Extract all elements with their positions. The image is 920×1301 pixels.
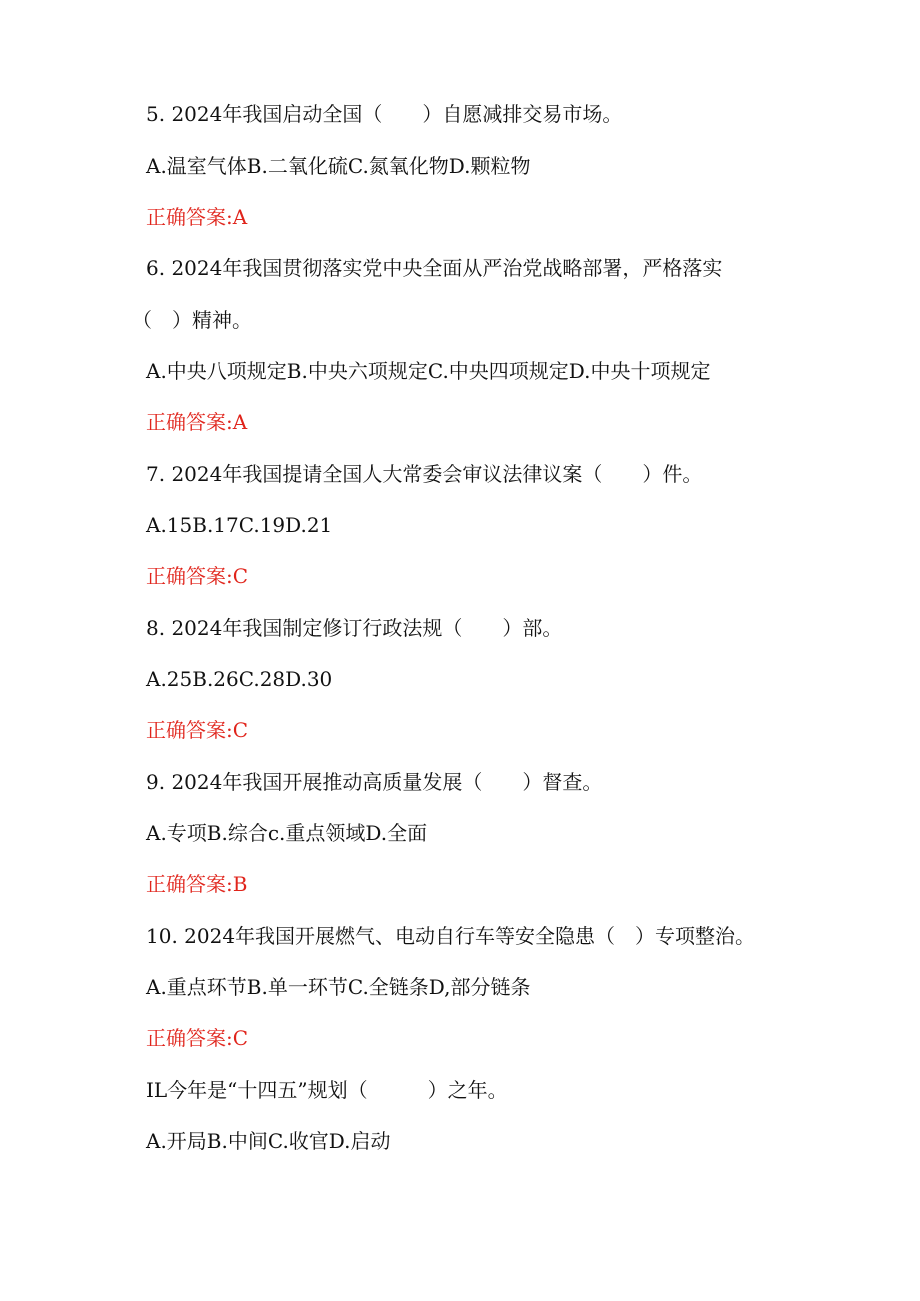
question-5-text: 5. 2024年我国启动全国（ ）自愿减排交易市场。 xyxy=(146,102,623,126)
question-10-options: A.重点环节B.单一环节C.全链条D,部分链条 xyxy=(146,975,531,999)
question-6-answer: 正确答案:A xyxy=(146,410,248,434)
question-5-options: A.温室气体B.二氧化硫C.氮氧化物D.颗粒物 xyxy=(146,154,531,178)
question-8-text: 8. 2024年我国制定修订行政法规（ ）部。 xyxy=(146,616,563,640)
question-7-options: A.15B.17C.19D.21 xyxy=(146,513,333,537)
question-7-answer: 正确答案:C xyxy=(146,564,249,588)
question-9-options: A.专项B.综合c.重点领域D.全面 xyxy=(146,821,428,845)
question-10-answer: 正确答案:C xyxy=(146,1026,249,1050)
question-5-answer: 正确答案:A xyxy=(146,205,248,229)
question-6-options: A.中央八项规定B.中央六项规定C.中央四项规定D.中央十项规定 xyxy=(146,359,711,383)
question-8-options: A.25B.26C.28D.30 xyxy=(146,667,333,691)
question-7-text: 7. 2024年我国提请全国人大常委会审议法律议案（ ）件。 xyxy=(146,462,703,486)
question-6-text: 6. 2024年我国贯彻落实党中央全面从严治党战略部署，严格落实 xyxy=(146,256,723,280)
question-11-options: A.开局B.中间C.收官D.启动 xyxy=(146,1129,391,1153)
question-11-text: IL今年是“十四五”规划（ ）之年。 xyxy=(146,1078,508,1102)
question-8-answer: 正确答案:C xyxy=(146,718,249,742)
question-9-text: 9. 2024年我国开展推动高质量发展（ ）督查。 xyxy=(146,770,603,794)
question-10-text: 10. 2024年我国开展燃气、电动自行车等安全隐患（ ）专项整治。 xyxy=(146,924,756,948)
question-9-answer: 正确答案:B xyxy=(146,872,248,896)
question-6-text-continued: （ ）精神。 xyxy=(132,308,252,332)
